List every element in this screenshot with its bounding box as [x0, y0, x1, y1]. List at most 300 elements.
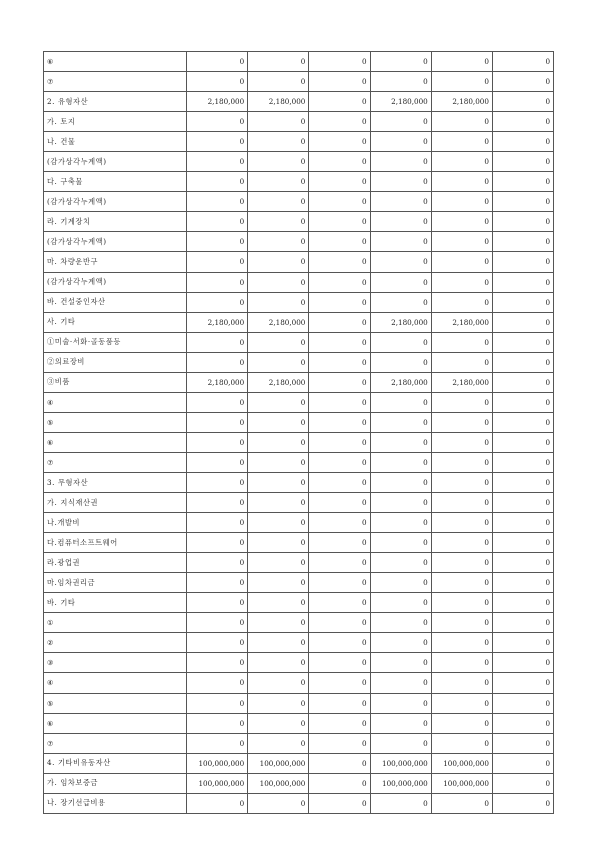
table-row — [44, 412, 554, 432]
amount-cell: 100,000,000 — [248, 773, 309, 793]
amount-cell: 0 — [309, 252, 370, 272]
amount-cell: 0 — [492, 272, 553, 292]
amount-cell: 0 — [492, 673, 553, 693]
table-row — [44, 633, 554, 653]
table-row — [44, 733, 554, 753]
amount-cell: 0 — [248, 793, 309, 813]
row-label: 바. 기타 — [44, 593, 187, 613]
amount-cell: 0 — [187, 72, 248, 92]
financial-table — [43, 51, 554, 814]
table-row — [44, 493, 554, 513]
amount-cell: 0 — [309, 593, 370, 613]
row-label: ① — [44, 613, 187, 633]
table-row — [44, 673, 554, 693]
amount-cell: 0 — [370, 573, 431, 593]
amount-cell: 0 — [248, 412, 309, 432]
amount-cell: 0 — [309, 573, 370, 593]
amount-cell: 0 — [431, 232, 492, 252]
amount-cell: 0 — [187, 252, 248, 272]
amount-cell: 0 — [187, 212, 248, 232]
amount-cell: 0 — [370, 72, 431, 92]
amount-cell: 0 — [370, 533, 431, 553]
amount-cell: 0 — [370, 452, 431, 472]
amount-cell: 0 — [431, 513, 492, 533]
amount-cell: 100,000,000 — [370, 753, 431, 773]
amount-cell: 0 — [309, 212, 370, 232]
amount-cell: 0 — [431, 272, 492, 292]
amount-cell: 0 — [492, 172, 553, 192]
amount-cell: 0 — [370, 472, 431, 492]
amount-cell: 0 — [492, 733, 553, 753]
amount-cell: 0 — [309, 392, 370, 412]
amount-cell: 0 — [370, 412, 431, 432]
amount-cell: 0 — [309, 613, 370, 633]
amount-cell: 0 — [187, 172, 248, 192]
amount-cell: 0 — [370, 132, 431, 152]
amount-cell: 0 — [309, 232, 370, 252]
amount-cell: 0 — [187, 573, 248, 593]
amount-cell: 0 — [187, 352, 248, 372]
amount-cell: 0 — [248, 232, 309, 252]
amount-cell: 0 — [492, 412, 553, 432]
amount-cell: 0 — [431, 392, 492, 412]
amount-cell: 0 — [370, 292, 431, 312]
amount-cell: 0 — [431, 713, 492, 733]
amount-cell: 0 — [492, 392, 553, 412]
row-label: 가. 지식재산권 — [44, 493, 187, 513]
amount-cell: 0 — [309, 112, 370, 132]
row-label: ⑥ — [44, 52, 187, 72]
row-label: 바. 건설중인자산 — [44, 292, 187, 312]
table-row — [44, 352, 554, 372]
amount-cell: 0 — [370, 793, 431, 813]
row-label: (감가상각누계액) — [44, 272, 187, 292]
row-label: ⑥ — [44, 432, 187, 452]
amount-cell: 0 — [309, 432, 370, 452]
row-label: 마.임차권리금 — [44, 573, 187, 593]
amount-cell: 0 — [248, 573, 309, 593]
amount-cell: 0 — [248, 272, 309, 292]
amount-cell: 0 — [187, 713, 248, 733]
financial-table-body — [44, 52, 554, 814]
amount-cell: 0 — [309, 773, 370, 793]
amount-cell: 0 — [431, 793, 492, 813]
amount-cell: 0 — [187, 633, 248, 653]
amount-cell: 0 — [309, 192, 370, 212]
table-row — [44, 452, 554, 472]
amount-cell: 0 — [248, 452, 309, 472]
amount-cell: 0 — [309, 132, 370, 152]
amount-cell: 0 — [309, 513, 370, 533]
row-label: 4. 기타비유동자산 — [44, 753, 187, 773]
amount-cell: 0 — [492, 472, 553, 492]
amount-cell: 0 — [431, 152, 492, 172]
amount-cell: 0 — [309, 553, 370, 573]
row-label: 나. 장기선급비용 — [44, 793, 187, 813]
amount-cell: 0 — [309, 52, 370, 72]
amount-cell: 0 — [187, 793, 248, 813]
amount-cell: 0 — [309, 693, 370, 713]
amount-cell: 0 — [187, 673, 248, 693]
amount-cell: 0 — [492, 212, 553, 232]
amount-cell: 100,000,000 — [187, 773, 248, 793]
table-row — [44, 753, 554, 773]
amount-cell: 0 — [187, 452, 248, 472]
amount-cell: 0 — [492, 513, 553, 533]
amount-cell: 100,000,000 — [431, 753, 492, 773]
amount-cell: 0 — [431, 533, 492, 553]
table-row — [44, 212, 554, 232]
amount-cell: 0 — [248, 152, 309, 172]
amount-cell: 0 — [370, 593, 431, 613]
table-row — [44, 653, 554, 673]
amount-cell: 0 — [431, 593, 492, 613]
amount-cell: 0 — [309, 633, 370, 653]
amount-cell: 0 — [492, 92, 553, 112]
amount-cell: 0 — [431, 573, 492, 593]
amount-cell: 0 — [187, 553, 248, 573]
table-row — [44, 533, 554, 553]
amount-cell: 0 — [431, 452, 492, 472]
amount-cell: 2,180,000 — [370, 312, 431, 332]
row-label: 나.개발비 — [44, 513, 187, 533]
amount-cell: 0 — [309, 493, 370, 513]
table-row — [44, 372, 554, 392]
amount-cell: 0 — [187, 432, 248, 452]
amount-cell: 0 — [309, 673, 370, 693]
amount-cell: 0 — [492, 372, 553, 392]
amount-cell: 0 — [370, 232, 431, 252]
amount-cell: 2,180,000 — [431, 92, 492, 112]
amount-cell: 2,180,000 — [370, 92, 431, 112]
amount-cell: 0 — [248, 332, 309, 352]
amount-cell: 0 — [492, 52, 553, 72]
amount-cell: 0 — [370, 152, 431, 172]
amount-cell: 0 — [187, 232, 248, 252]
amount-cell: 0 — [309, 713, 370, 733]
amount-cell: 0 — [187, 192, 248, 212]
amount-cell: 2,180,000 — [187, 92, 248, 112]
amount-cell: 0 — [309, 92, 370, 112]
amount-cell: 2,180,000 — [248, 92, 309, 112]
amount-cell: 0 — [492, 633, 553, 653]
amount-cell: 0 — [492, 753, 553, 773]
amount-cell: 0 — [492, 493, 553, 513]
table-row — [44, 192, 554, 212]
amount-cell: 0 — [248, 653, 309, 673]
amount-cell: 0 — [309, 332, 370, 352]
amount-cell: 0 — [187, 112, 248, 132]
table-row — [44, 252, 554, 272]
row-label: ⑦ — [44, 452, 187, 472]
amount-cell: 0 — [248, 392, 309, 412]
row-label: ⑦ — [44, 72, 187, 92]
amount-cell: 0 — [248, 713, 309, 733]
table-row — [44, 593, 554, 613]
amount-cell: 0 — [248, 172, 309, 192]
amount-cell: 0 — [492, 533, 553, 553]
amount-cell: 0 — [431, 412, 492, 432]
amount-cell: 0 — [309, 412, 370, 432]
row-label: ④ — [44, 392, 187, 412]
row-label: ③ — [44, 653, 187, 673]
amount-cell: 0 — [370, 693, 431, 713]
amount-cell: 0 — [492, 152, 553, 172]
amount-cell: 0 — [492, 292, 553, 312]
table-row — [44, 332, 554, 352]
amount-cell: 0 — [492, 312, 553, 332]
amount-cell: 0 — [431, 252, 492, 272]
amount-cell: 100,000,000 — [431, 773, 492, 793]
row-label: 나. 건물 — [44, 132, 187, 152]
row-label: 사. 기타 — [44, 312, 187, 332]
amount-cell: 0 — [248, 192, 309, 212]
amount-cell: 0 — [492, 693, 553, 713]
amount-cell: 0 — [248, 432, 309, 452]
amount-cell: 0 — [370, 733, 431, 753]
row-label: (감가상각누계액) — [44, 232, 187, 252]
amount-cell: 0 — [431, 112, 492, 132]
table-row — [44, 513, 554, 533]
amount-cell: 0 — [370, 653, 431, 673]
amount-cell: 0 — [431, 52, 492, 72]
amount-cell: 0 — [248, 112, 309, 132]
amount-cell: 0 — [309, 272, 370, 292]
table-row — [44, 92, 554, 112]
row-label: (감가상각누계액) — [44, 192, 187, 212]
amount-cell: 0 — [370, 553, 431, 573]
amount-cell: 0 — [248, 733, 309, 753]
amount-cell: 0 — [492, 793, 553, 813]
table-row — [44, 292, 554, 312]
amount-cell: 0 — [370, 112, 431, 132]
table-row — [44, 793, 554, 813]
amount-cell: 0 — [187, 272, 248, 292]
row-label: 다.컴퓨터소프트웨어 — [44, 533, 187, 553]
row-label: (감가상각누계액) — [44, 152, 187, 172]
amount-cell: 0 — [309, 172, 370, 192]
amount-cell: 0 — [370, 513, 431, 533]
row-label: ⑦ — [44, 733, 187, 753]
amount-cell: 0 — [248, 493, 309, 513]
amount-cell: 0 — [187, 733, 248, 753]
amount-cell: 0 — [431, 472, 492, 492]
amount-cell: 0 — [187, 52, 248, 72]
amount-cell: 0 — [370, 673, 431, 693]
table-row — [44, 693, 554, 713]
table-row — [44, 472, 554, 492]
amount-cell: 0 — [492, 112, 553, 132]
amount-cell: 0 — [370, 432, 431, 452]
amount-cell: 0 — [431, 132, 492, 152]
amount-cell: 0 — [370, 192, 431, 212]
row-label: 3. 무형자산 — [44, 472, 187, 492]
amount-cell: 0 — [431, 292, 492, 312]
amount-cell: 0 — [370, 352, 431, 372]
table-row — [44, 553, 554, 573]
amount-cell: 0 — [309, 72, 370, 92]
amount-cell: 0 — [248, 252, 309, 272]
amount-cell: 0 — [492, 252, 553, 272]
amount-cell: 0 — [370, 252, 431, 272]
amount-cell: 0 — [431, 212, 492, 232]
table-row — [44, 172, 554, 192]
table-row — [44, 432, 554, 452]
amount-cell: 0 — [492, 72, 553, 92]
row-label: ③비품 — [44, 372, 187, 392]
amount-cell: 0 — [492, 232, 553, 252]
amount-cell: 0 — [187, 292, 248, 312]
table-row — [44, 613, 554, 633]
table-row — [44, 152, 554, 172]
row-label: ⑤ — [44, 693, 187, 713]
amount-cell: 0 — [370, 493, 431, 513]
amount-cell: 0 — [309, 372, 370, 392]
amount-cell: 0 — [309, 312, 370, 332]
amount-cell: 0 — [248, 212, 309, 232]
amount-cell: 0 — [370, 172, 431, 192]
amount-cell: 0 — [309, 152, 370, 172]
row-label: ②의료장비 — [44, 352, 187, 372]
table-row — [44, 312, 554, 332]
amount-cell: 0 — [309, 753, 370, 773]
amount-cell: 0 — [431, 332, 492, 352]
amount-cell: 0 — [187, 332, 248, 352]
amount-cell: 0 — [248, 292, 309, 312]
row-label: 2. 유형자산 — [44, 92, 187, 112]
row-label: ⑥ — [44, 713, 187, 733]
table-row — [44, 112, 554, 132]
row-label: 마. 차량운반구 — [44, 252, 187, 272]
row-label: 라.광업권 — [44, 553, 187, 573]
amount-cell: 2,180,000 — [187, 312, 248, 332]
amount-cell: 0 — [187, 513, 248, 533]
row-label: 다. 구축물 — [44, 172, 187, 192]
amount-cell: 0 — [248, 613, 309, 633]
row-label: 가. 토지 — [44, 112, 187, 132]
amount-cell: 0 — [492, 653, 553, 673]
amount-cell: 0 — [187, 693, 248, 713]
amount-cell: 0 — [431, 633, 492, 653]
amount-cell: 0 — [187, 533, 248, 553]
amount-cell: 0 — [431, 613, 492, 633]
amount-cell: 0 — [187, 392, 248, 412]
amount-cell: 0 — [309, 292, 370, 312]
amount-cell: 0 — [309, 653, 370, 673]
amount-cell: 0 — [431, 172, 492, 192]
amount-cell: 0 — [431, 192, 492, 212]
table-row — [44, 773, 554, 793]
table-row — [44, 232, 554, 252]
amount-cell: 0 — [431, 673, 492, 693]
table-row — [44, 573, 554, 593]
amount-cell: 0 — [492, 573, 553, 593]
amount-cell: 0 — [248, 553, 309, 573]
amount-cell: 0 — [492, 713, 553, 733]
amount-cell: 0 — [370, 633, 431, 653]
amount-cell: 0 — [309, 472, 370, 492]
amount-cell: 0 — [248, 72, 309, 92]
amount-cell: 0 — [492, 773, 553, 793]
amount-cell: 0 — [492, 352, 553, 372]
table-row — [44, 713, 554, 733]
amount-cell: 0 — [248, 693, 309, 713]
amount-cell: 0 — [248, 472, 309, 492]
amount-cell: 0 — [187, 653, 248, 673]
amount-cell: 0 — [248, 673, 309, 693]
amount-cell: 0 — [431, 733, 492, 753]
row-label: ⑤ — [44, 412, 187, 432]
amount-cell: 0 — [492, 452, 553, 472]
amount-cell: 0 — [187, 412, 248, 432]
amount-cell: 2,180,000 — [187, 372, 248, 392]
amount-cell: 0 — [309, 733, 370, 753]
amount-cell: 0 — [248, 633, 309, 653]
amount-cell: 2,180,000 — [431, 312, 492, 332]
amount-cell: 0 — [492, 132, 553, 152]
amount-cell: 0 — [187, 593, 248, 613]
amount-cell: 0 — [492, 332, 553, 352]
amount-cell: 0 — [187, 132, 248, 152]
amount-cell: 100,000,000 — [187, 753, 248, 773]
row-label: 가. 임차보증금 — [44, 773, 187, 793]
amount-cell: 0 — [248, 533, 309, 553]
amount-cell: 0 — [248, 352, 309, 372]
amount-cell: 0 — [248, 513, 309, 533]
amount-cell: 0 — [431, 553, 492, 573]
table-row — [44, 72, 554, 92]
amount-cell: 0 — [492, 432, 553, 452]
table-row — [44, 392, 554, 412]
amount-cell: 0 — [492, 593, 553, 613]
row-label: 라. 기계장치 — [44, 212, 187, 232]
amount-cell: 0 — [370, 212, 431, 232]
amount-cell: 0 — [431, 352, 492, 372]
amount-cell: 0 — [431, 653, 492, 673]
amount-cell: 0 — [492, 553, 553, 573]
amount-cell: 0 — [431, 693, 492, 713]
table-row — [44, 132, 554, 152]
amount-cell: 0 — [309, 352, 370, 372]
amount-cell: 0 — [370, 613, 431, 633]
amount-cell: 0 — [370, 392, 431, 412]
amount-cell: 0 — [187, 613, 248, 633]
amount-cell: 0 — [309, 452, 370, 472]
amount-cell: 0 — [431, 432, 492, 452]
amount-cell: 0 — [248, 52, 309, 72]
amount-cell: 100,000,000 — [248, 753, 309, 773]
amount-cell: 0 — [187, 472, 248, 492]
amount-cell: 0 — [187, 493, 248, 513]
amount-cell: 2,180,000 — [248, 312, 309, 332]
amount-cell: 0 — [492, 613, 553, 633]
amount-cell: 0 — [370, 272, 431, 292]
amount-cell: 0 — [309, 533, 370, 553]
amount-cell: 0 — [431, 493, 492, 513]
amount-cell: 0 — [370, 332, 431, 352]
amount-cell: 0 — [431, 72, 492, 92]
row-label: ④ — [44, 673, 187, 693]
amount-cell: 0 — [370, 713, 431, 733]
amount-cell: 0 — [370, 52, 431, 72]
amount-cell: 0 — [187, 152, 248, 172]
row-label: ①미술·서화·골동품등 — [44, 332, 187, 352]
amount-cell: 0 — [492, 192, 553, 212]
amount-cell: 2,180,000 — [370, 372, 431, 392]
amount-cell: 0 — [309, 793, 370, 813]
table-row — [44, 272, 554, 292]
amount-cell: 0 — [248, 593, 309, 613]
